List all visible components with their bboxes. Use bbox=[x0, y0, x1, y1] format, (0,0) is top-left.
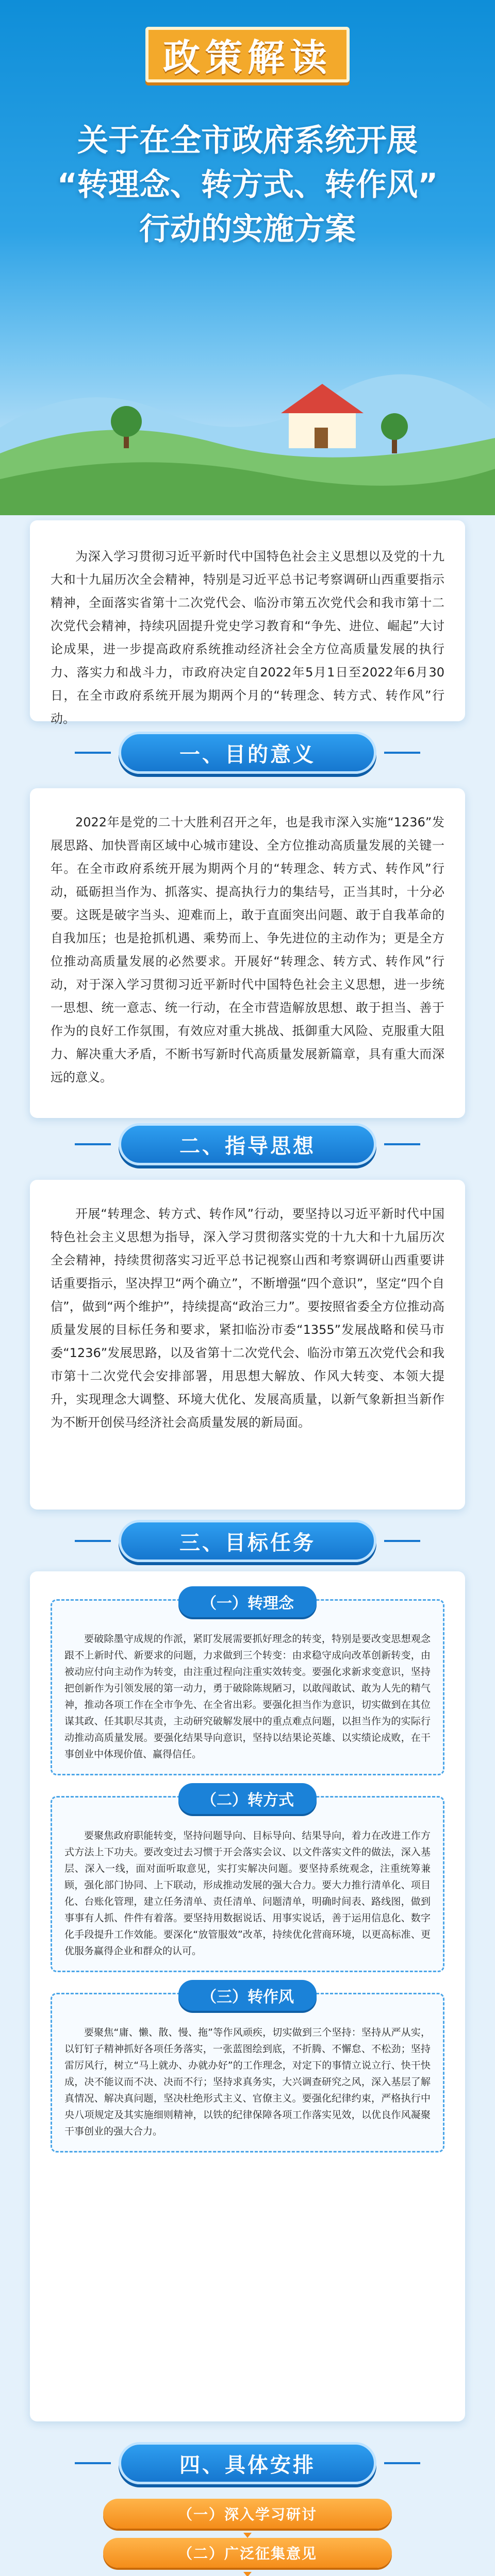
goal-concept-box bbox=[51, 1595, 444, 1775]
page-title bbox=[21, 118, 474, 251]
goal-concept-text: 要破除墨守成规的作派，紧盯发展需要抓好理念的转变，特别是要改变思想观念跟不上新时代、新要求的问题，力求做到三个转变：由求稳守成向改革创新转变，由被动应付向主动作为转变，由注重过程向注重实效转变。要强化求新求变意识，坚持把创新作为引领发展的第一动力，勇于破除陈规陋习，以敢闯敢试、敢为人先的精气神，推动各项工作在全市争先、在全省出彩。要强化担当作为意识，切实做到在其位谋其政、任其职尽其责，主动研究破解发展中的重点难点问题，以担当作为的实际行动推动高质量发展。要强化结果导向意识，坚持以结果论英雄、以实绩论成败，在干事创业中体现价值、赢得信任。 bbox=[64, 1633, 431, 1760]
goal-method-box bbox=[51, 1791, 444, 1972]
title-line-1: 关于在全市政府系统开展 bbox=[77, 123, 418, 159]
goal-style-title: （三）转作风 bbox=[178, 1980, 317, 2011]
hero-banner bbox=[0, 0, 495, 515]
goal-style-text: 要聚焦“庸、懒、散、慢、拖”等作风顽疾，切实做到三个坚持：坚持从严从实，以钉钉子精神抓好各项任务落实，一张蓝图绘到底，不折腾、不懈怠、不松劲；坚持雷厉风行，树立“马上就办、办就办好”的工作理念，对定下的事情立说立行、快干快成，决不能议而不决、决而不行；坚持求真务实，大兴调查研究之风，深入基层了解真情况、解决真问题，坚决杜绝形式主义、官僚主义。要强化纪律约束，严格执行中央八项规定及其实施细则精神，以铁的纪律保障各项工作落实见效，以优良作风凝聚干事创业的强大合力。 bbox=[64, 2027, 431, 2137]
section-purpose-text: 2022年是党的二十大胜利召开之年，也是我市深入实施“1236”发展思路、加快晋南区域中心城市建设、全方位推动高质量发展的关键一年。在全市政府系统开展为期两个月的“转理念、转方式、转作风”行动，砥砺担当作为、抓落实、提高执行力的集结号，正当其时，十分必要。这既是破字当头、迎难而上，敢于直面突出问题、敢于自我革命的自我加压；也是抢抓机遇、乘势而上、争先进位的主动作为；更是全方位推动高质量发展的必然要求。开展好“转理念、转方式、转作风”行动，对于深入学习贯彻习近平新时代中国特色社会主义思想，进一步统一思想、统一意志、统一行动，在全市营造解放思想、敢于担当、善于作为的良好工作氛围，有效应对重大挑战、抵御重大风险、克服重大阻力、解决重大矛盾，不断书写新时代高质量发展新篇章，具有重大而深远的意义。 bbox=[51, 815, 444, 1084]
section-goals-heading: 三、目标任务 bbox=[119, 1520, 376, 1562]
goal-concept-title: （一）转理念 bbox=[178, 1586, 317, 1617]
goal-method-title: （二）转方式 bbox=[178, 1783, 317, 1814]
section-arrangement-heading: 四、具体安排 bbox=[119, 2442, 376, 2484]
section-guiding-heading: 二、指导思想 bbox=[119, 1123, 376, 1165]
intro-card bbox=[30, 520, 465, 726]
intro-text: 为深入学习贯彻习近平新时代中国特色社会主义思想以及党的十九大和十九届历次全会精神，特别是习近平总书记考察调研山西重要指示精神，全面落实省第十二次党代会、临汾市第五次党代会和我市第十二次党代会精神，持续巩固提升党史学习教育和“争先、进位、崛起”大讨论成果，进一步提高政府系统推动经济社会全方位高质量发展的执行力、落实力和战斗力，市政府决定自2022年5月1日至2022年6月30日，在全市政府系统开展为期两个月的“转理念、转方式、转作风”行动。 bbox=[51, 549, 444, 726]
section-purpose-card bbox=[30, 788, 465, 1118]
policy-interpretation-badge: 政策解读 bbox=[145, 27, 350, 82]
section-guiding-card bbox=[30, 1180, 465, 1510]
title-line-3: 行动的实施方案 bbox=[139, 211, 356, 247]
arrangement-list bbox=[103, 2499, 392, 2576]
section-goals-card bbox=[30, 1571, 465, 2421]
arrangement-item: （二）广泛征集意见 bbox=[103, 2538, 392, 2568]
section-purpose-heading: 一、目的意义 bbox=[119, 732, 376, 774]
goal-style-box bbox=[51, 1988, 444, 2153]
goal-method-text: 要聚焦政府职能转变，坚持问题导向、目标导向、结果导向，着力在改进工作方式方法上下功夫。要改变过去习惯于开会落实会议、以文件落实文件的做法，深入基层、深入一线，面对面听取意见，实打实解决问题。要坚持系统观念，注重统筹兼顾，强化部门协同、上下联动，形成推动发展的强大合力。要大力推行清单化、项目化、台账化管理，建立任务清单、责任清单、问题清单，明确时间表、路线图，做到事事有人抓、件件有着落。要坚持用数据说话、用事实说话，善于运用信息化、数字化手段提升工作效能。要深化“放管服效”改革，持续优化营商环境，以更高标准、更优服务赢得企业和群众的认可。 bbox=[64, 1830, 431, 1957]
arrangement-item: （一）深入学习研讨 bbox=[103, 2499, 392, 2529]
landscape-illustration bbox=[0, 258, 495, 515]
title-line-2: “转理念、转方式、转作风” bbox=[57, 167, 438, 203]
section-guiding-text: 开展“转理念、转方式、转作风”行动，要坚持以习近平新时代中国特色社会主义思想为指导，深入学习贯彻落实党的十九大和十九届历次全会精神，持续贯彻落实习近平总书记视察山西和考察调研山西重要讲话重要指示，坚决捍卫“两个确立”，不断增强“四个意识”，坚定“四个自信”，做到“两个维护”，持续提高“政治三力”。要按照省委全方位推动高质量发展的目标任务和要求，紧扣临汾市委“1355”发展战略和侯马市委“1236”发展思路，以及省第十二次党代会、临汾市第五次党代会和我市第十二次党代会安排部署，用思想大解放、作风大转变、本领大提升，实现理念大调整、环境大优化、发展高质量，以新气象新担当新作为不断开创侯马经济社会高质量发展的新局面。 bbox=[51, 1207, 444, 1430]
